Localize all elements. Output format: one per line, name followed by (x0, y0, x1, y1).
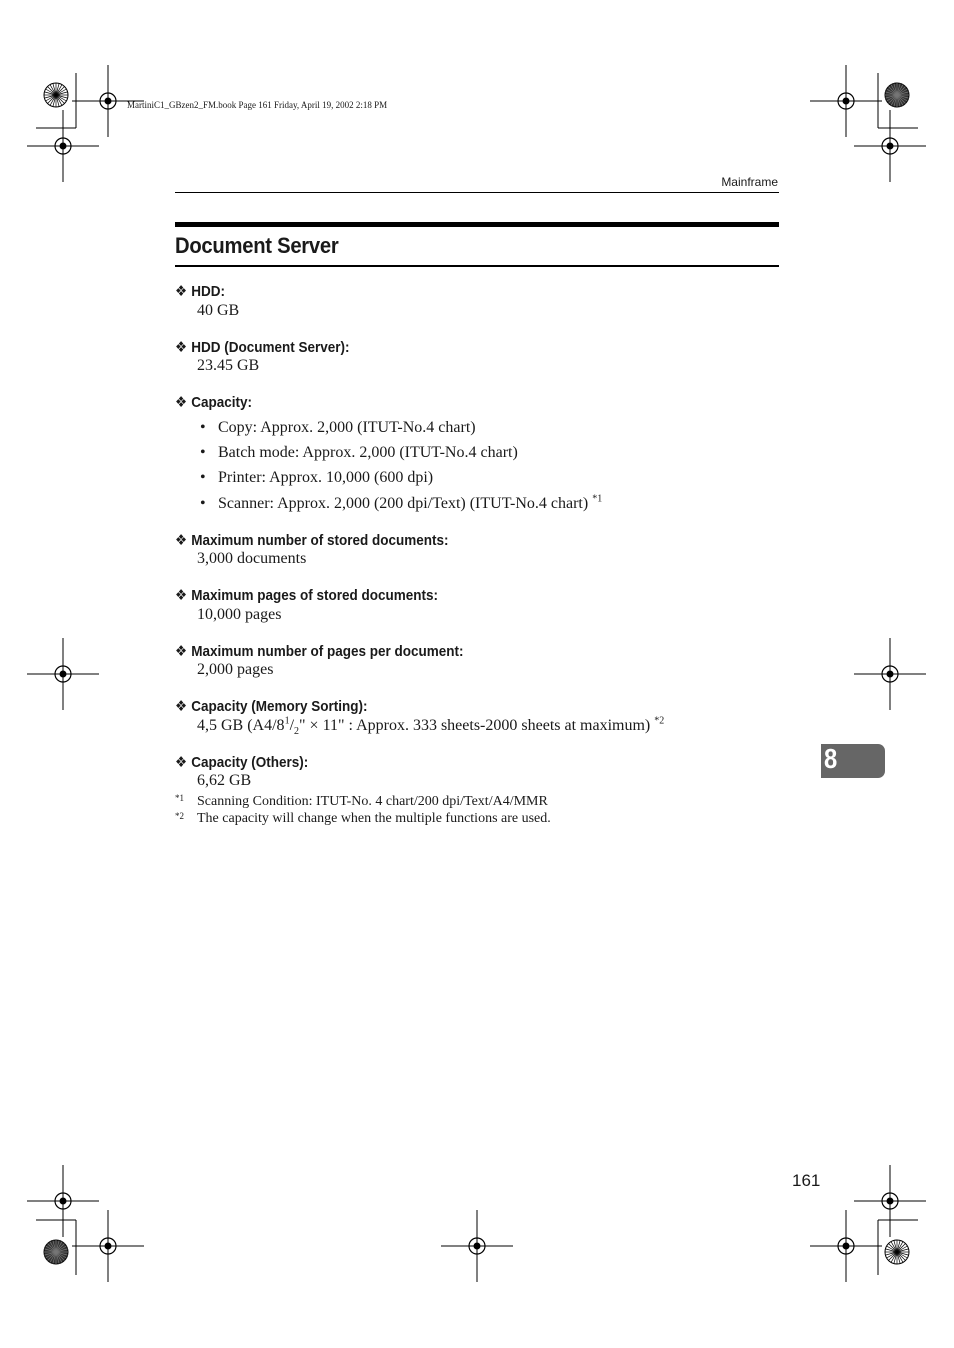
book-info-line: MartiniC1_GBzen2_FM.book Page 161 Friday, April 19, 2002 2:18 PM (127, 100, 388, 110)
diamond-icon: ❖ (175, 643, 188, 660)
spec-value-others: 6,62 GB (197, 772, 252, 789)
color-wheel-icon (885, 83, 909, 107)
spec-label: Maximum number of stored documents: (191, 532, 449, 549)
registration-target-icon (854, 1165, 926, 1237)
spec-heading-memory-sorting (175, 697, 367, 715)
spec-heading-others (175, 753, 308, 771)
bullet-item: • Scanner: Approx. 2,000 (200 dpi/Text) (ITUT-No.4 chart) $^{*1}$ (200, 493, 603, 512)
spec-heading-hdd-doc-server (175, 338, 349, 356)
page-number: 161 (792, 1171, 821, 1190)
spec-heading-max-pages (175, 586, 438, 604)
spec-value-max-pages: 10,000 pages (197, 606, 282, 623)
page-title: Document Server (175, 233, 339, 258)
registration-target-icon (27, 110, 99, 182)
spec-value-memory-sorting: 4,5 GB ($A4/8^1/_2$" × 11" : Approx. 333 sheets-2000 sheets at maximum) $^{*2}$ (197, 715, 665, 738)
registration-target-icon (27, 638, 99, 710)
footnote-mark: *2 (175, 811, 184, 821)
color-wheel-icon (885, 1240, 909, 1264)
bullet-icon: • (200, 444, 206, 461)
footnote-text: The capacity will change when the multiple functions are used. (197, 811, 551, 826)
footnote-mark: *1 (175, 793, 184, 803)
bullet-item: • Printer: Approx. 10,000 (600 dpi) (200, 469, 434, 486)
registration-target-icon (72, 1210, 144, 1282)
spec-label: HDD: (191, 283, 225, 300)
bullet-item: • Batch mode: Approx. 2,000 (ITUT-No.4 chart) (200, 444, 518, 461)
header-rule (175, 192, 779, 193)
diamond-icon: ❖ (175, 339, 188, 356)
registration-target-icon (810, 1210, 882, 1282)
spec-label: Capacity (Others): (191, 754, 309, 771)
title-rule (175, 265, 779, 267)
diamond-icon: ❖ (175, 587, 188, 604)
footnote-ref: *1 (592, 493, 603, 505)
registration-target-icon (27, 1165, 99, 1237)
spec-value-max-docs: 3,000 documents (197, 550, 307, 567)
spec-heading-max-docs (175, 531, 448, 549)
chapter-tab (821, 744, 885, 778)
spec-label: Maximum number of pages per document: (191, 643, 464, 660)
registration-target-icon (854, 638, 926, 710)
registration-target-icon (441, 1210, 513, 1282)
spec-heading-hdd (175, 282, 225, 300)
spec-label: Capacity: (191, 394, 252, 411)
registration-target-icon (854, 110, 926, 182)
spec-value-max-pages-per-doc: 2,000 pages (197, 661, 274, 678)
spec-heading-max-pages-per-doc (175, 642, 463, 660)
bullet-icon: • (200, 495, 206, 512)
spec-label: Maximum pages of stored documents: (191, 587, 438, 604)
spec-heading-capacity (175, 393, 252, 411)
bullet-icon: • (200, 419, 206, 436)
running-header: Mainframe (721, 175, 778, 189)
bullet-icon: • (200, 469, 206, 486)
footnote-ref: *2 (654, 715, 665, 727)
spec-label: HDD (Document Server): (191, 339, 350, 356)
chapter-number: 8 (824, 743, 838, 774)
diamond-icon: ❖ (175, 754, 188, 771)
spec-value-hdd-doc-server: 23.45 GB (197, 357, 260, 374)
diamond-icon: ❖ (175, 698, 188, 715)
diamond-icon: ❖ (175, 283, 188, 300)
color-wheel-icon (44, 83, 68, 107)
title-bar (175, 222, 779, 227)
spec-value-hdd: 40 GB (197, 302, 240, 319)
bullet-item: • Copy: Approx. 2,000 (ITUT-No.4 chart) (200, 419, 476, 436)
spec-label: Capacity (Memory Sorting): (191, 698, 368, 715)
diamond-icon: ❖ (175, 532, 188, 549)
diamond-icon: ❖ (175, 394, 188, 411)
registration-target-icon (810, 65, 882, 137)
footnote-text: Scanning Condition: ITUT-No. 4 chart/200 dpi/Text/A4/MMR (197, 794, 548, 809)
color-wheel-icon (44, 1240, 68, 1264)
